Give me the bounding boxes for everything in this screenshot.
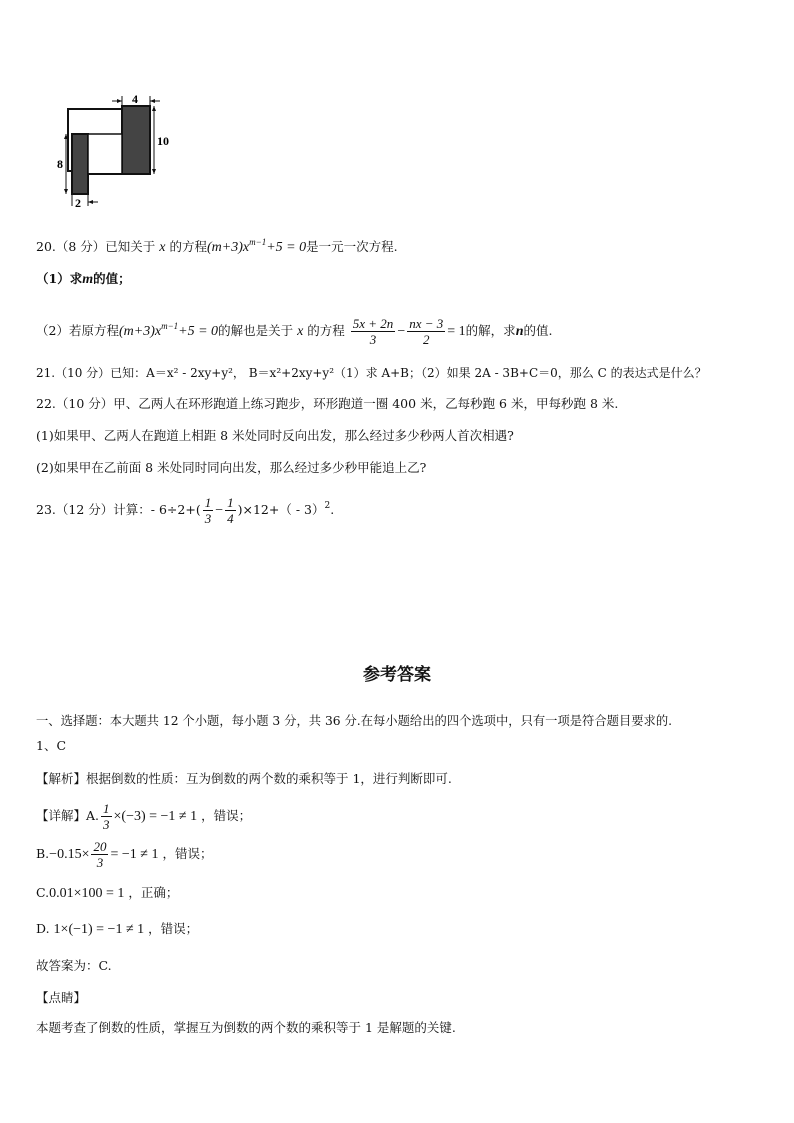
fraction-b: $\frac{20}{3}$ <box>93 839 107 870</box>
comment: 本题考查了倒数的性质，掌握互为倒数的两个数的乘积等于 1 是解题的关键. <box>36 1020 456 1035</box>
fraction-one-third: $\frac{1}{3}$ <box>204 495 212 526</box>
fraction-2: $\frac{nx - 3}{2}$ <box>409 316 444 347</box>
detail-b: B.−0.15× $\frac{20}{3}$ = −1 ≠ 1 ，错误； <box>36 839 213 870</box>
comment-label: 【点睛】 <box>36 990 87 1005</box>
label-top: 4 <box>132 92 138 106</box>
q20-part2: （2）若原方程$(m+3)x^{m-1}+5 = 0$的解也是关于 x 的方程 $\frac{5x + 2n}{3}$ − $\frac{nx - 3}{2}$ = 1的解，求n的值. <box>36 316 553 347</box>
q22-sub2: (2)如果甲在乙前面 8 米处同时同向出发，那么经过多少秒甲能追上乙? <box>36 460 427 475</box>
label-left: 8 <box>57 157 63 171</box>
right-shaded-bar <box>122 106 150 174</box>
analysis: 【解析】根据倒数的性质：互为倒数的两个数的乘积等于 1，进行判断即可. <box>36 771 452 786</box>
detail-a: 【详解】A. $\frac{1}{3}$ ×(−3) = −1 ≠ 1 ，错误； <box>36 801 252 832</box>
q20-stem: 20.（8 分）已知关于 x 的方程$(m+3)x^{m-1}+5 = 0$是一元一次方程. <box>36 237 398 255</box>
label-right: 10 <box>157 134 169 148</box>
geometry-figure <box>56 92 196 212</box>
answers-title: 参考答案 <box>363 665 431 685</box>
q22-sub1: (1)如果甲、乙两人在跑道上相距 8 米处同时反向出发，那么经过多少秒两人首次相遇? <box>36 428 514 443</box>
fraction-a: $\frac{1}{3}$ <box>103 801 110 832</box>
label-bottom: 2 <box>75 196 81 210</box>
answer-1: 1、C <box>36 738 67 753</box>
detail-d: D. 1×(−1) = −1 ≠ 1 ，错误； <box>36 921 199 937</box>
detail-c: C.0.01×100 = 1 ，正确； <box>36 885 179 901</box>
fraction-one-quarter: $\frac{1}{4}$ <box>227 495 234 526</box>
fraction-1: $\frac{5x + 2n}{3}$ <box>352 316 394 347</box>
q23: 23.（12 分）计算：- 6÷2+( $\frac{1}{3}$ − $\frac{1}{4}$ )×12+（ - 3）$^2$. <box>36 495 335 526</box>
q22: 22.（10 分）甲、乙两人在环形跑道上练习跑步，环形跑道一圈 400 米，乙每秒跑 6 米，甲每秒跑 8 米. <box>36 396 619 411</box>
section-intro: 一、选择题：本大题共 12 个小题，每小题 3 分，共 36 分.在每小题给出的四个选项中，只有一项是符合题目要求的. <box>36 714 673 728</box>
conclusion: 故答案为：C. <box>36 958 112 973</box>
left-shaded-bar <box>72 134 88 194</box>
q20-part1: （1）求m的值； <box>36 271 131 287</box>
q21: 21.（10 分）已知：A＝x² - 2xy+y²， B＝x²+2xy+y²（1）求 A+B；（2）如果 2A - 3B+C＝0，那么 C 的表达式是什么？ <box>36 366 707 380</box>
